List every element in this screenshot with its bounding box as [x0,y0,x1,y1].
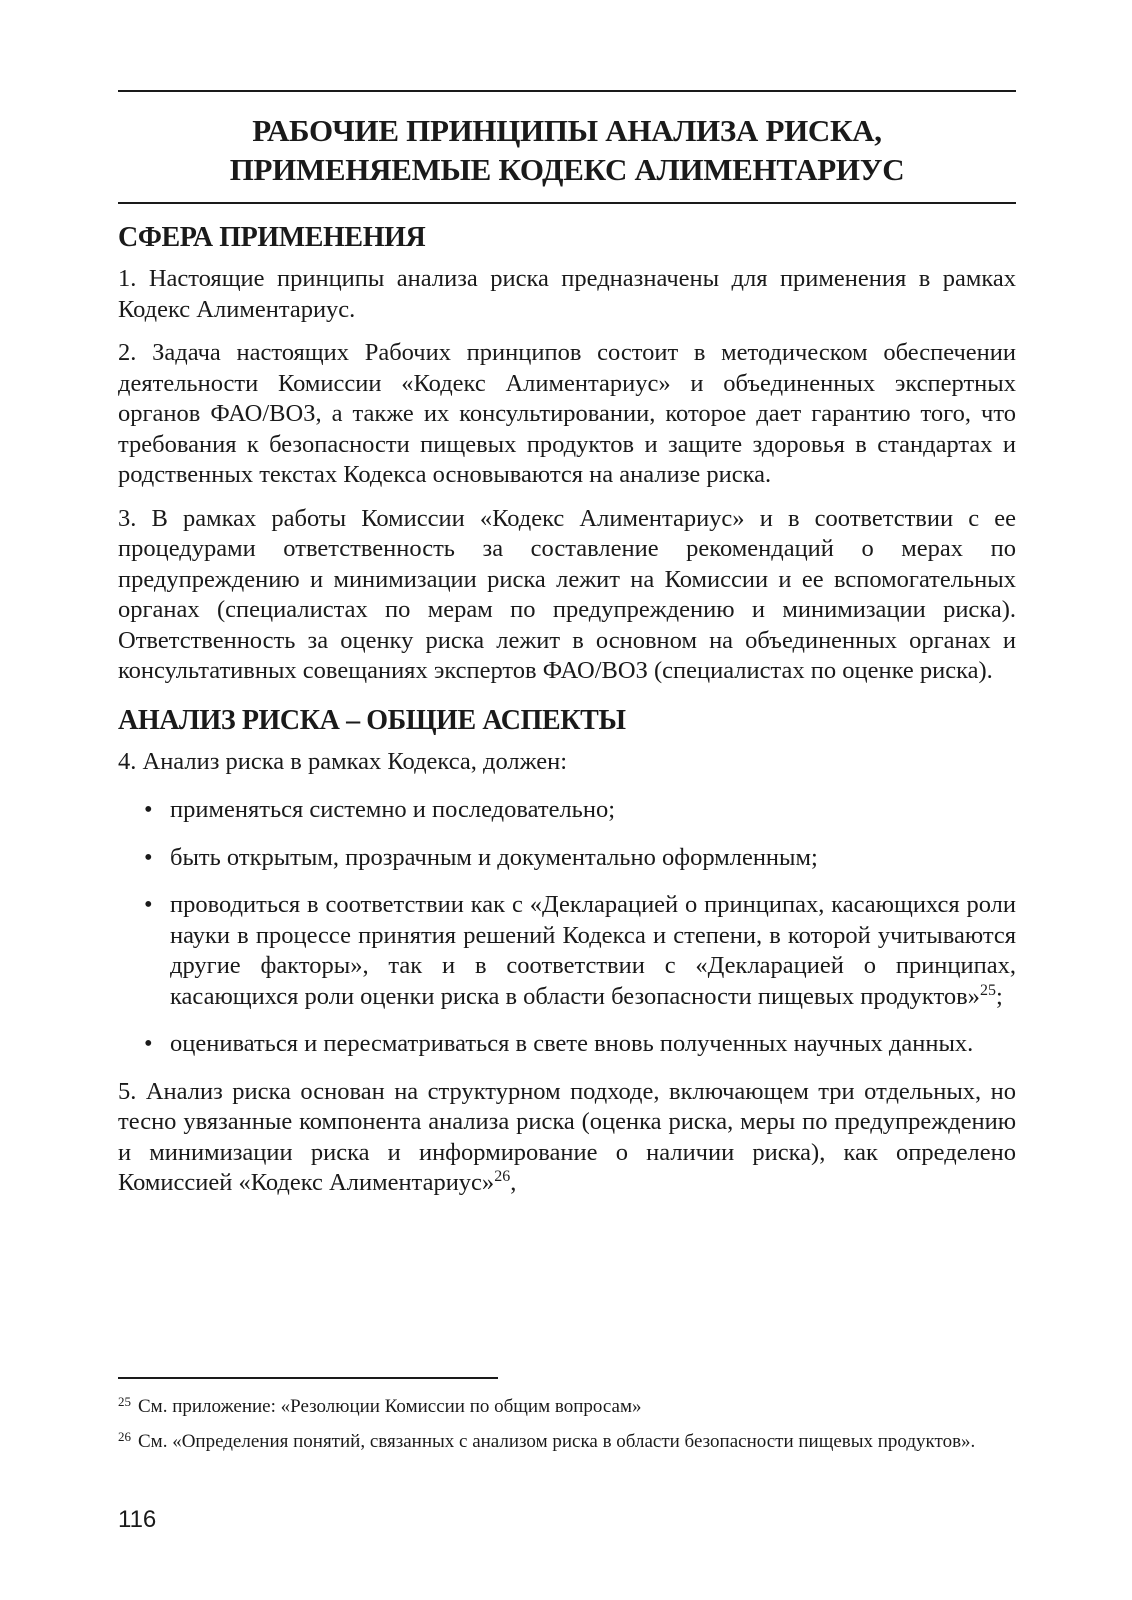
footnote-rule [118,1377,498,1379]
bullet-icon: • [144,1030,153,1057]
title-bottom-rule [118,202,1016,204]
bullet-icon: • [144,891,153,918]
footnote-25 [118,1389,1016,1420]
title-line-1: РАБОЧИЕ ПРИНЦИПЫ АНАЛИЗА РИСКА, [252,113,882,148]
page-number: 116 [118,1506,157,1533]
footnote-ref-26[interactable]: 26 [494,1168,511,1185]
paragraph-4-intro: 4. Анализ риска в рамках Кодекса, должен: [118,747,568,775]
paragraph-2: 2. Задача настоящих Рабочих принципов состоит в методическом обеспечении деятельности Комиссии «Кодекс Алиментариус» и объединенных экспертных органов ФАО/ВОЗ, а также их консультировании, которое дает гарантию того, что требования к безопасности пищевых продуктов и защите здоровья в стандартах и родственных текстах Кодекса основываются на анализе риска. [118,339,1016,488]
list-item-text: быть открытым, прозрачным и документально оформленным; [170,843,818,871]
page-body [118,90,1016,1212]
footnote-text: См. приложение: «Резолюции Комиссии по общим вопросам» [138,1395,642,1417]
section-heading-general-aspects: АНАЛИЗ РИСКА – ОБЩИЕ АСПЕКТЫ [118,704,626,736]
page-title [118,92,1016,202]
list-item [144,1029,1016,1060]
footnote-26 [118,1424,1016,1455]
title-line-2: ПРИМЕНЯЕМЫЕ КОДЕКС АЛИМЕНТАРИУС [229,152,905,187]
list-item-text: оцениваться и пересматриваться в свете вновь полученных научных данных. [170,1030,974,1057]
footnote-number: 26 [118,1428,131,1444]
bullet-list [118,795,1016,1060]
paragraph-5-text: 5. Анализ риска основан на структурном подходе, включающем три отдельных, но тесно увязанные компонента анализа риска (оценка риска, меры по предупреждению и минимизации риска и информирование о наличии риска), как определено Комиссией «Кодекс Алиментариус» [118,1077,1016,1196]
paragraph-3: 3. В рамках работы Комиссии «Кодекс Алиментариус» и в соответствии с ее процедурами ответственность за составление рекомендаций о мерах по предупреждению и минимизации риска лежит на Комиссии и ее вспомогательных органах (специалистах по мерам по предупреждению и минимизации риска). Ответственность за оценку риска лежит в основном на объединенных органах и консультативных совещаниях экспертов ФАО/ВОЗ (специалистах по оценке риска). [118,504,1016,684]
footnote-ref-25[interactable]: 25 [979,981,996,999]
list-item [144,795,1016,826]
bullet-icon: • [144,843,153,871]
paragraph-5 [118,1077,1016,1199]
bullet-icon: • [144,796,153,823]
paragraph-5-tail: , [510,1169,517,1196]
footnote-number: 25 [118,1393,131,1409]
section-heading-scope: СФЕРА ПРИМЕНЕНИЯ [118,222,426,253]
footnote-text: См. «Определения понятий, связанных с анализом риска в области безопасности пищевых продуктов». [138,1430,976,1452]
list-item-tail: ; [995,982,1003,1010]
paragraph-1: 1. Настоящие принципы анализа риска предназначены для применения в рамках Кодекс Алиментариус. [118,265,1016,323]
footnotes [118,1377,1016,1459]
list-item [144,843,1016,874]
list-item [144,890,1016,1012]
list-item-text: проводиться в соответствии как с «Декларацией о принципах, касающихся роли науки в процессе принятия решений Кодекса и степени, в которой учитываются другие факторы», так и в соответствии с «Декларацией о принципах, касающихся роли оценки риска в области безопасности пищевых продуктов» [170,891,1016,1010]
list-item-text: применяться системно и последовательно; [170,796,616,823]
